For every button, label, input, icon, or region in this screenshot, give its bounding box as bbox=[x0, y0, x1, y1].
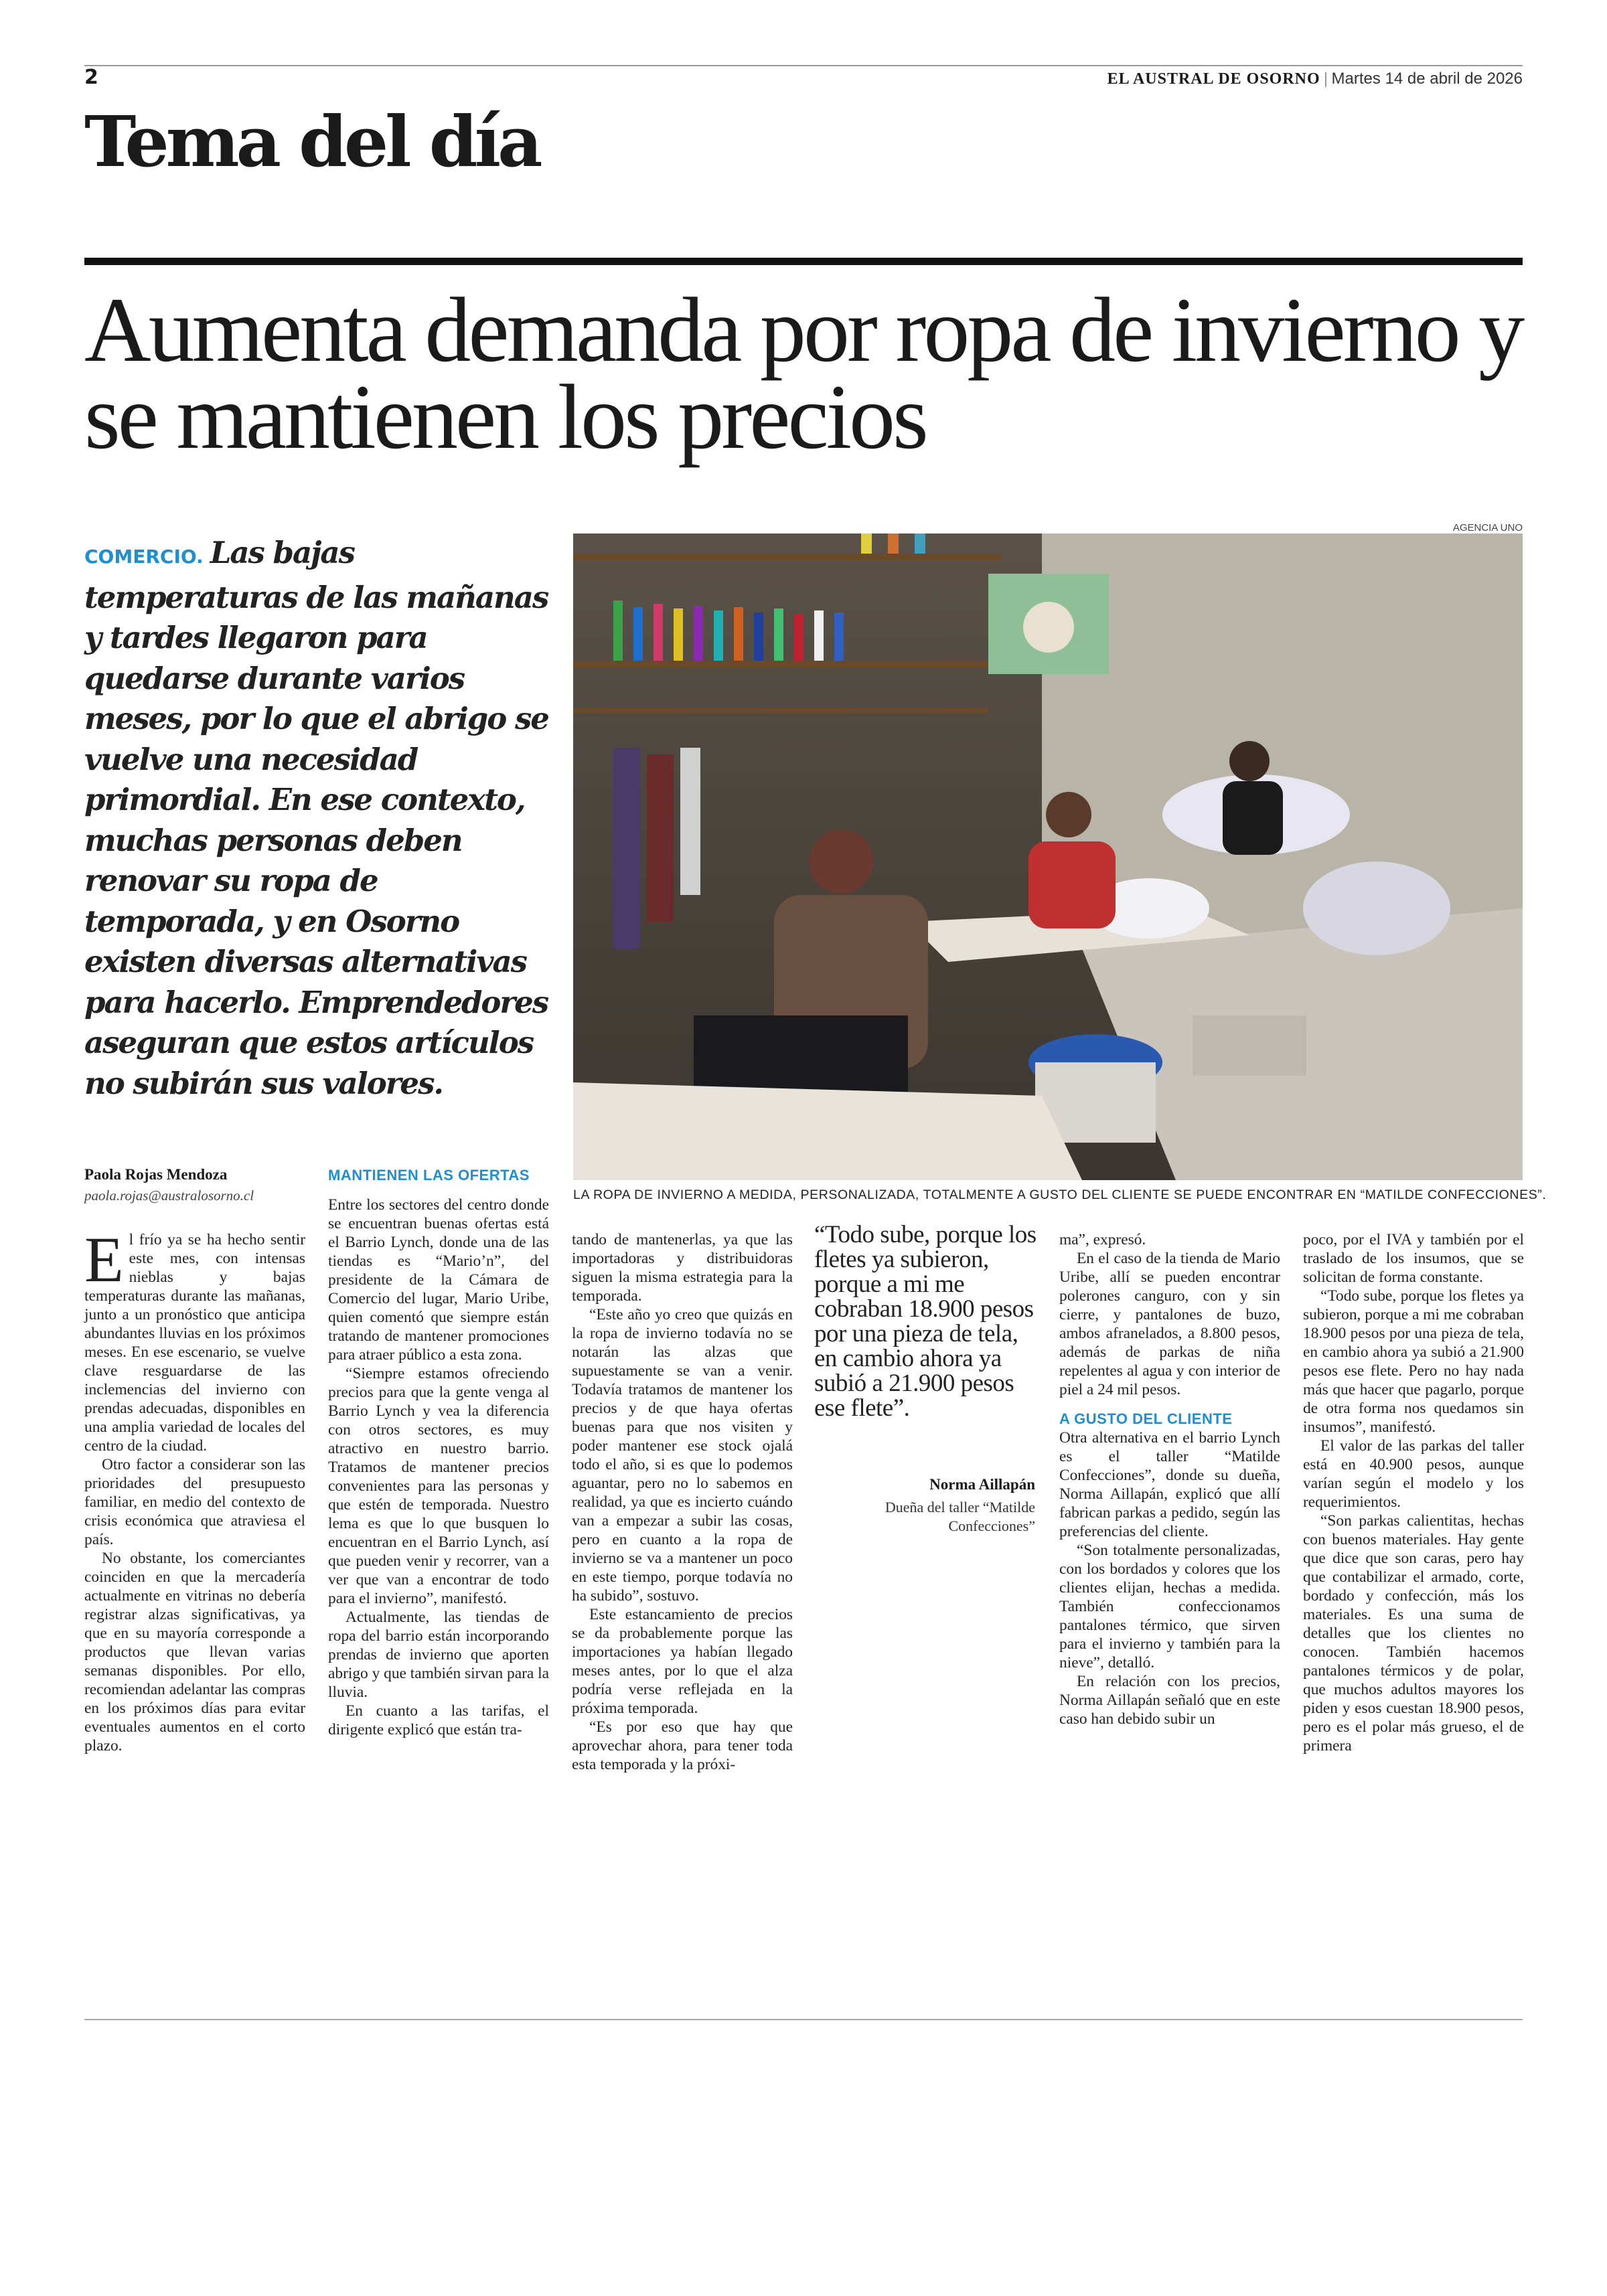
byline-email[interactable]: paola.rojas@australosorno.cl bbox=[84, 1187, 254, 1204]
top-rule bbox=[84, 65, 1523, 66]
header-separator: | bbox=[1324, 70, 1328, 88]
paragraph: “Es por eso que hay que aprovechar ahora, para tener toda esta temporada y la próxi- bbox=[572, 1718, 793, 1773]
paragraph: En relación con los precios, Norma Aillapán señaló que en este caso han debido subir un bbox=[1059, 1673, 1280, 1728]
section-title: Tema del día bbox=[84, 100, 540, 183]
section-rule bbox=[84, 258, 1523, 265]
paragraph: Este estancamiento de precios se da probablemente porque las importaciones ya habían llegado meses antes, por lo que el alza podría verse reflejada en la próxima temporada. bbox=[572, 1606, 793, 1717]
masthead bbox=[1107, 70, 1523, 88]
paragraph: “Siempre estamos ofreciendo precios para que la gente venga al Barrio Lynch y vea la diferencia con otros sectores, es muy atractivo en nuestro barrio. Tratamos de mantener precios convenientes para las personas y que estén de temporada. Nuestro lema es que lo que busquen lo encuentran en el Barrio Lynch, así que pueden venir y recorrer, van a ver que van a encontrar de todo para el invierno”, manifestó. bbox=[328, 1365, 549, 1607]
bottom-rule bbox=[84, 2019, 1523, 2020]
article-column-1 bbox=[84, 1224, 305, 1755]
paragraph: tando de mantenerlas, ya que las importadoras y distribuidoras siguen la misma estrategia para la temporada. bbox=[572, 1231, 793, 1305]
lede-text: Las bajas temperaturas de las mañanas y tardes llegaron para quedarse durante varios meses, por lo que el abrigo se vuelve una necesidad primordial. En ese contexto, muchas personas deben renovar su ropa de temporada, y en Osorno existen diversas alternativas para hacerlo. Emprendedores aseguran que estos artículos no subirán sus valores. bbox=[84, 535, 548, 1101]
photo-credit: AGENCIA UNO bbox=[1452, 522, 1523, 534]
pull-quote: “Todo sube, porque los fletes ya subieron, porque a mi me cobraban 18.900 pesos por una pieza de tela, en cambio ahora ya subió a 21.900 pesos ese flete”. bbox=[814, 1221, 1037, 1422]
headline: Aumenta demanda por ropa de invierno y se mantienen los precios bbox=[84, 278, 1523, 468]
paragraph: “Este año yo creo que quizás en la ropa de invierno todavía no se notarán las alzas que supuestamente se van a venir. Todavía tratamos de mantener los precios y de que haya ofertas buenas para que nos visiten y poder mantener ese stock ojalá todo el año, si es que lo podemos aguantar, pero no lo sabemos en realidad, ya que es incierto cuándo van a empezar a subir las cosas, pero en cuanto a la ropa de invierno se va a mantener un poco en este tiempo, porque todavía no ha subido”, sostuvo. bbox=[572, 1306, 793, 1605]
photo-caption: LA ROPA DE INVIERNO A MEDIDA, PERSONALIZADA, TOTALMENTE A GUSTO DEL CLIENTE SE PUEDE ENCONTRAR EN “MATILDE CONFECCIONES”. bbox=[573, 1187, 1547, 1202]
subhead: A GUSTO DEL CLIENTE bbox=[1059, 1410, 1233, 1427]
paragraph: Actualmente, las tiendas de ropa del barrio están incorporando prendas de invierno que aporten abrigo y que también sirvan para la lluvia. bbox=[328, 1609, 549, 1701]
lede-kicker: COMERCIO. bbox=[84, 546, 204, 568]
issue-date: Martes 14 de abril de 2026 bbox=[1331, 70, 1523, 88]
drop-cap: E bbox=[84, 1224, 124, 1295]
article-photo bbox=[573, 534, 1523, 1180]
page-number: 2 bbox=[84, 66, 98, 89]
sewing-workshop-illustration bbox=[573, 534, 1523, 1180]
lede bbox=[84, 533, 553, 1104]
paragraph: poco, por el IVA y también por el traslado de los insumos, que se solicitan de forma constante. bbox=[1303, 1231, 1524, 1286]
paragraph: El valor de las parkas del taller está en 40.900 pesos, aunque varían según el modelo y los requerimientos. bbox=[1303, 1437, 1524, 1511]
paragraph-text: l frío ya se ha hecho sentir este mes, con intensas nieblas y bajas temperaturas durante las mañanas, junto a un pronóstico que anticipa abundantes lluvias en los próximos meses. En ese escenario, se vuelve clave resguardarse de las inclemencias del invierno con prendas adecuadas, disponibles en una amplia variedad de locales del centro de la ciudad. bbox=[84, 1231, 305, 1455]
paragraph: Otro factor a considerar son las prioridades del presupuesto familiar, en medio del contexto de crisis económica que atraviesa el país. bbox=[84, 1456, 305, 1548]
article-column-2 bbox=[328, 1166, 549, 1739]
paragraph: “Todo sube, porque los fletes ya subieron, porque a mi me cobraban 18.900 pesos por una pieza de tela, en cambio ahora ya subió a 21.900 pesos ese flete. Pero no hay nada más que hacer que pagarlo, porque de otra forma nos quedamos sin insumos”, manifestó. bbox=[1303, 1287, 1524, 1436]
pull-quote-author: Norma Aillapán bbox=[929, 1476, 1035, 1493]
paragraph: Otra alternativa en el barrio Lynch es el taller “Matilde Confecciones”, donde su dueña, Norma Aillapán, explicó que allí fabrican parkas a pedido, según las preferencias del cliente. bbox=[1059, 1429, 1280, 1540]
article-column-3 bbox=[572, 1230, 793, 1774]
paragraph: En el caso de la tienda de Mario Uribe, allí se pueden encontrar polerones canguro, con y sin cierre, y pantalones de buzo, ambos afranelados, a 8.800 pesos, además de parkas de niña repelentes al agua y con interior de piel a 24 mil pesos. bbox=[1059, 1250, 1280, 1398]
paragraph: En cuanto a las tarifas, el dirigente explicó que están tra- bbox=[328, 1702, 549, 1738]
paragraph: ma”, expresó. bbox=[1059, 1231, 1146, 1248]
publication-name: EL AUSTRAL DE OSORNO bbox=[1107, 70, 1320, 88]
paragraph: No obstante, los comerciantes coinciden en que la mercadería actualmente en vitrinas no debería registrar alzas significativas, ya que en su mayoría corresponde a productos que llevan varias semanas disponibles. Por ello, recomiendan adelantar las compras en los próximos días para evitar eventuales aumentos en el corto plazo. bbox=[84, 1550, 305, 1754]
pull-quote-role: Dueña del taller “Matilde Confecciones” bbox=[885, 1499, 1035, 1534]
paragraph: “Son totalmente personalizadas, con los bordados y colores que los clientes elijan, hechas a medida. También confeccionamos pantalones térmico, que sirven para el invierno y también para la nieve”, detalló. bbox=[1059, 1542, 1280, 1671]
article-column-6 bbox=[1303, 1230, 1524, 1755]
paragraph: Entre los sectores del centro donde se encuentran buenas ofertas está el Barrio Lynch, donde una de las tiendas es “Mario’n”, del presidente de la Cámara de Comercio del lugar, Mario Uribe, quien comentó que siempre están tratando de mantener promociones para atraer público a esta zona. bbox=[328, 1196, 549, 1364]
byline-author: Paola Rojas Mendoza bbox=[84, 1166, 228, 1183]
subhead: MANTIENEN LAS OFERTAS bbox=[328, 1167, 530, 1183]
article-column-5 bbox=[1059, 1230, 1280, 1728]
paragraph: “Son parkas calientitas, hechas con buenos materiales. Hay gente que dice que son caras, pero hay que contabilizar el armado, corte, bordado y confección, más los materiales. Es una suma de detalles que los clientes no conocen. También hacemos pantalones térmicos y de polar, que muchos adultos mayores los piden y esos cuestan 18.900 pesos, pero es el polar más grueso, el de primera bbox=[1303, 1512, 1524, 1754]
paragraph bbox=[84, 1224, 305, 1455]
